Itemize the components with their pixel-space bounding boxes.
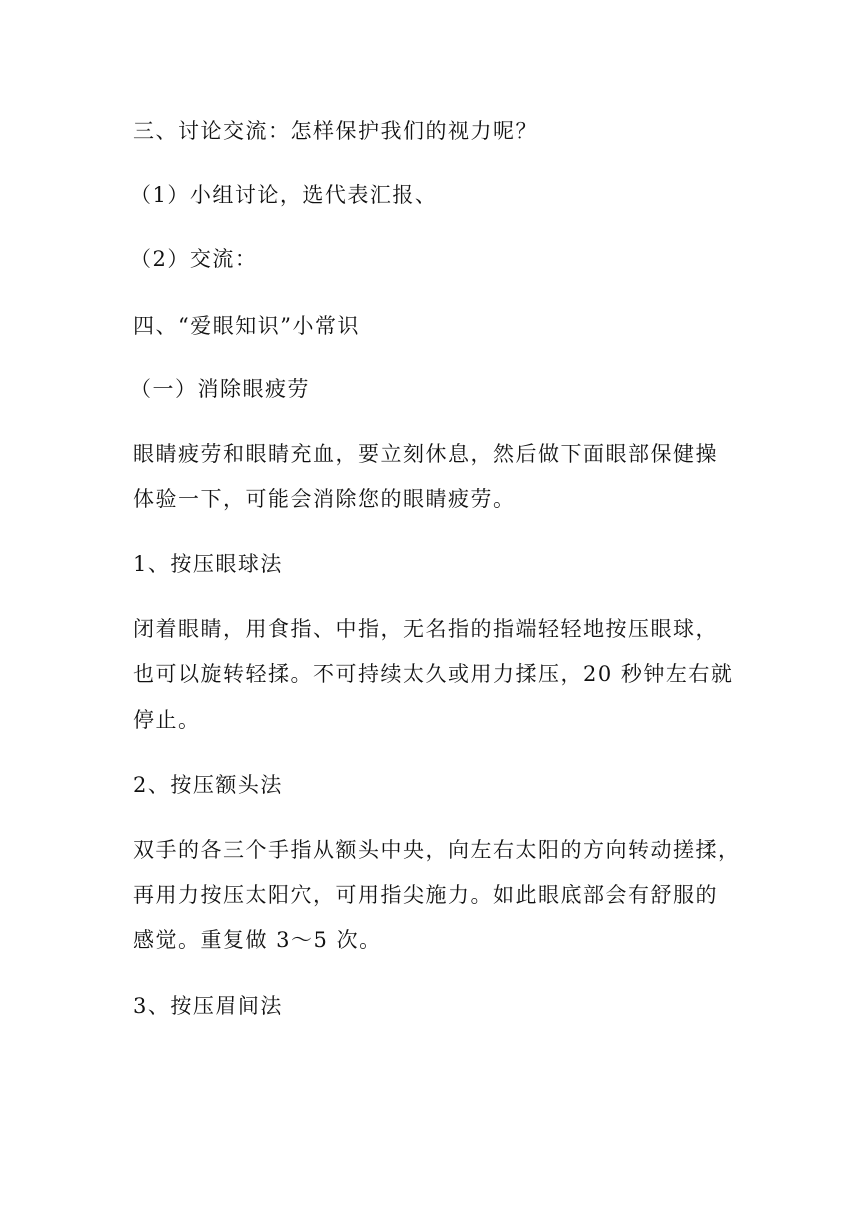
paragraph-line: 再用力按压太阳穴，可用指尖施力。如此眼底部会有舒服的: [133, 883, 718, 907]
section-heading-eye-knowledge: 四、“爱眼知识”小常识: [133, 314, 360, 338]
paragraph-line: 闭着眼睛，用食指、中指，无名指的指端轻轻地按压眼球，: [133, 617, 718, 641]
paragraph-line: 双手的各三个手指从额头中央，向左右太阳的方向转动搓揉，: [133, 838, 741, 862]
method-heading-eyeball: 1、按压眼球法: [133, 552, 283, 576]
paragraph-line: 也可以旋转轻揉。不可持续太久或用力揉压，20 秒钟左右就: [133, 662, 734, 686]
list-item-group-discussion: （1）小组讨论，选代表汇报、: [130, 183, 438, 207]
section-heading-discussion: 三、讨论交流：怎样保护我们的视力呢？: [133, 119, 538, 143]
paragraph-line: 停止。: [133, 708, 201, 732]
subheading-eye-fatigue: （一）消除眼疲劳: [130, 377, 310, 401]
paragraph-line: 眼睛疲劳和眼睛充血，要立刻休息，然后做下面眼部保健操: [133, 442, 718, 466]
list-item-exchange: （2）交流：: [130, 247, 258, 271]
method-heading-forehead: 2、按压额头法: [133, 773, 283, 797]
paragraph-line: 感觉。重复做 3～5 次。: [133, 928, 382, 952]
paragraph-line: 体验一下，可能会消除您的眼睛疲劳。: [133, 487, 516, 511]
method-heading-brow: 3、按压眉间法: [133, 994, 283, 1018]
